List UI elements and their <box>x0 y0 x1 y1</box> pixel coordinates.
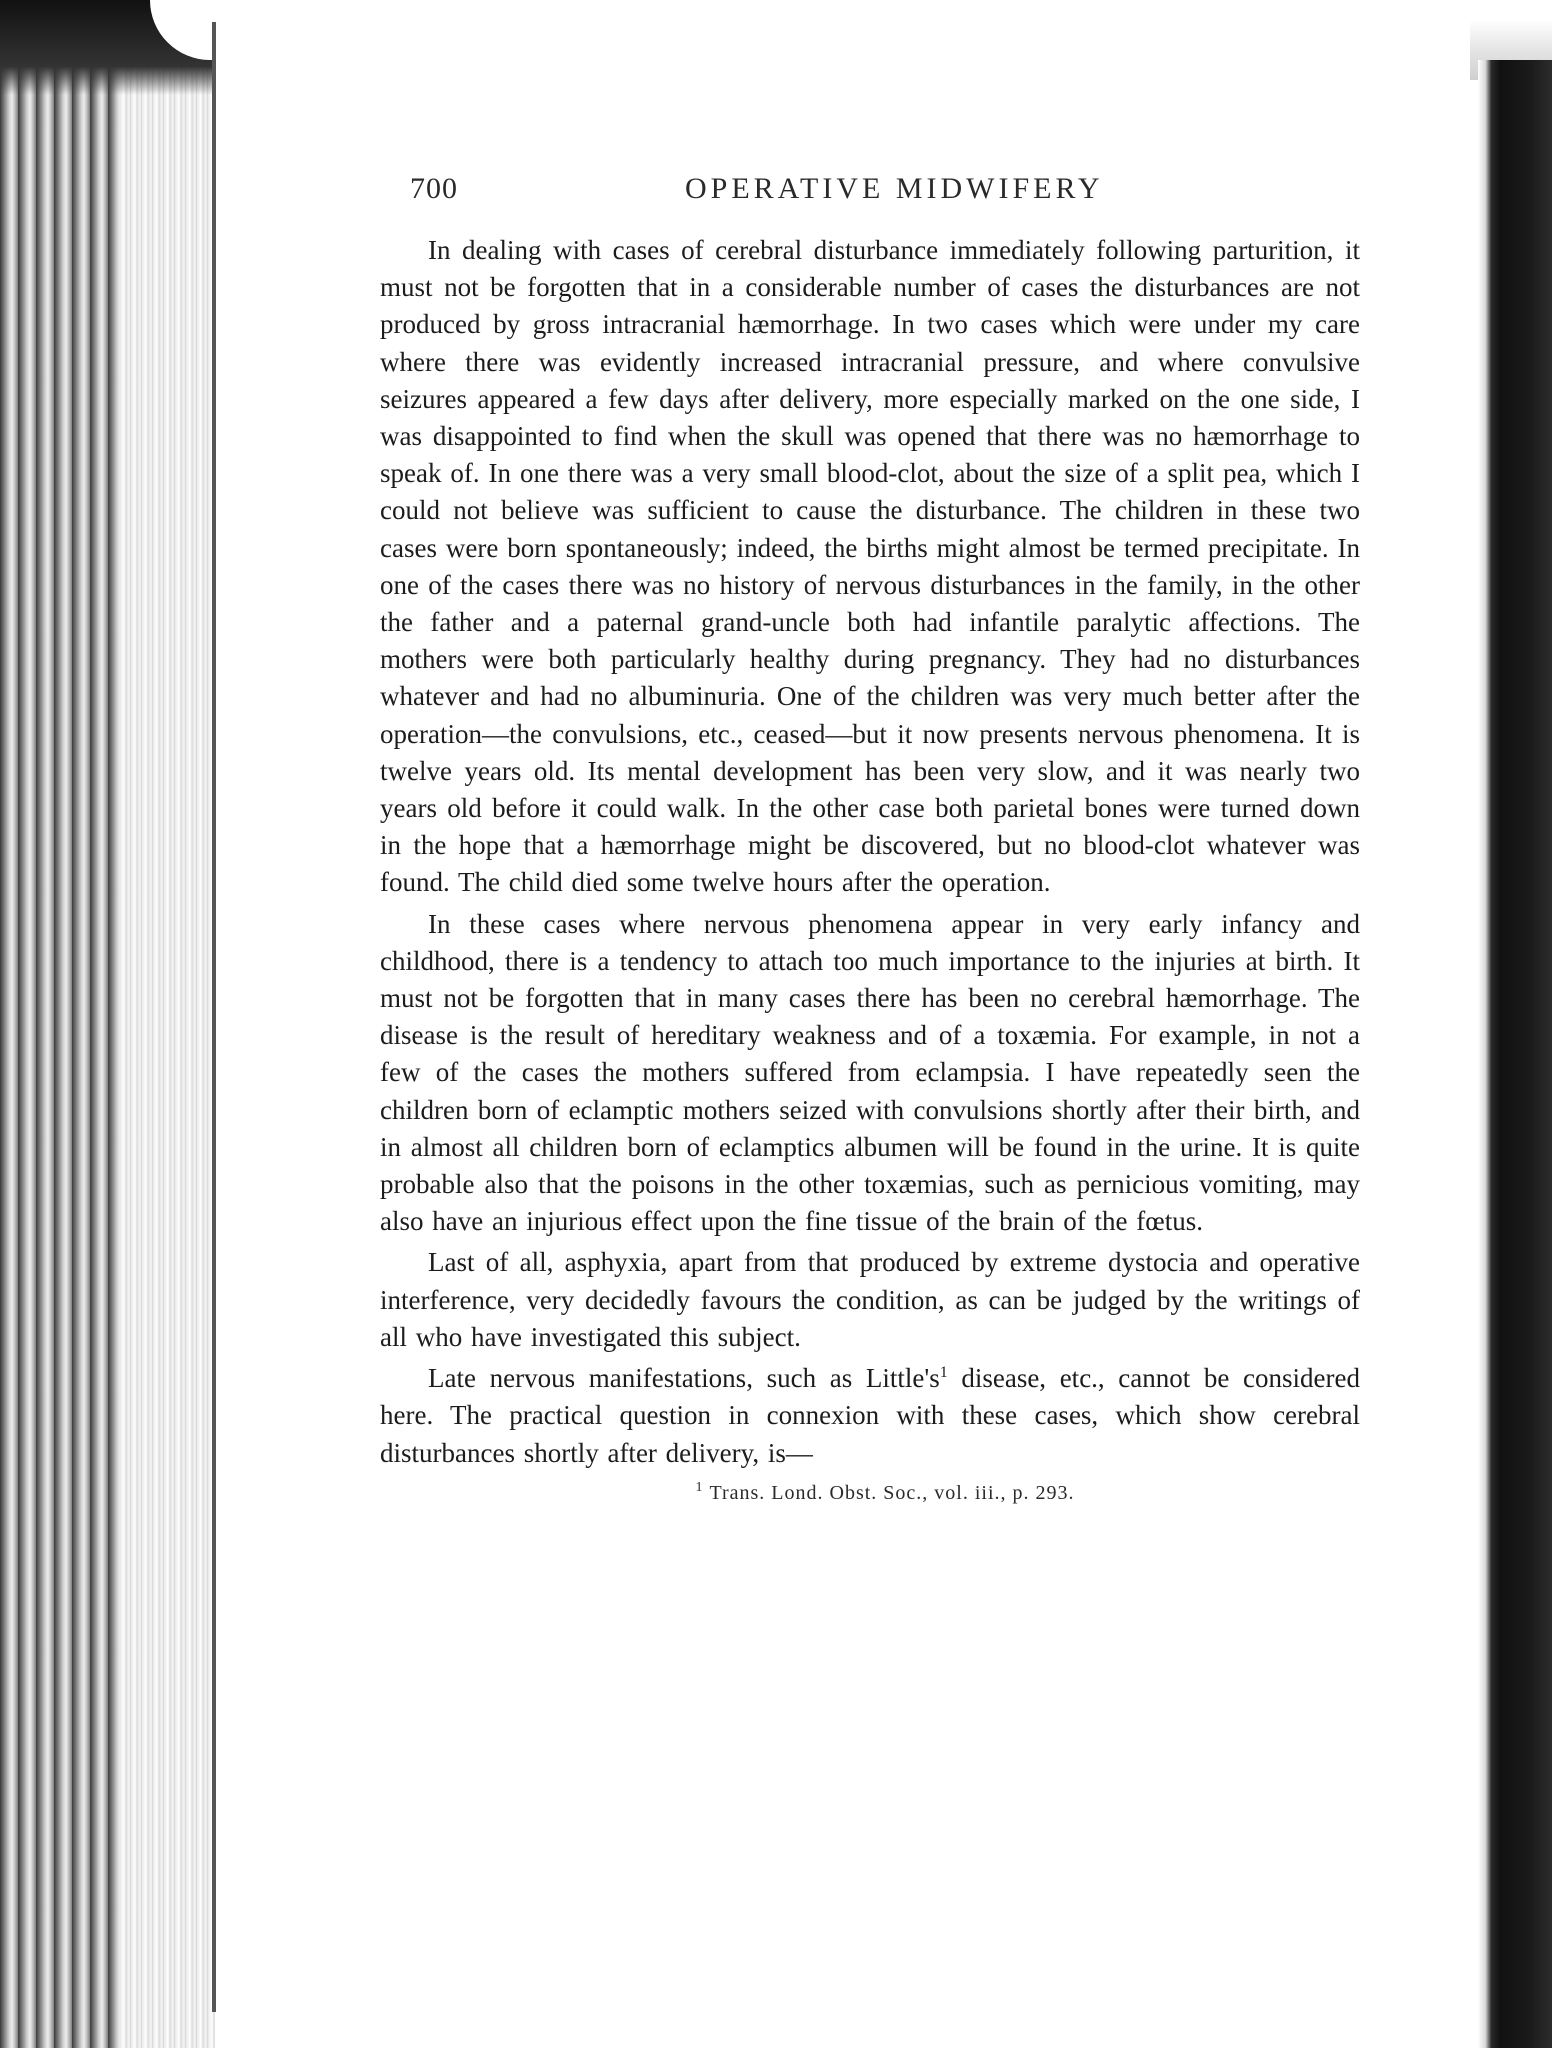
running-title: OPERATIVE MIDWIFERY <box>685 172 1104 205</box>
paragraph-1: In dealing with cases of cerebral disturbance immediately following parturition, it must not be forgotten that in a considerable number of cases the disturbances are not produced by gross intracranial hæmorrhage. In two cases which were under my care where there was evidently increased intracranial pressure, and where convulsive seizures appeared a few days after delivery, more especially marked on the one side, I was disappointed to find when the skull was opened that there was no hæmorrhage to speak of. In one there was a very small blood-clot, about the size of a split pea, which I could not believe was sufficient to cause the disturbance. The children in these two cases were born spontaneously; indeed, the births might almost be termed precipitate. In one of the cases there was no history of nervous disturbances in the family, in the other the father and a paternal grand-uncle both had infantile paralytic affections. The mothers were both particularly healthy during pregnancy. They had no disturbances whatever and had no albuminuria. One of the children was very much better after the operation—the convulsions, etc., ceased—but it now presents nervous phenomena. It is twelve years old. Its mental development has been very slow, and it was nearly two years old before it could walk. In the other case both parietal bones were turned down in the hope that a hæmorrhage might be discovered, but no blood-clot whatever was found. The child died some twelve hours after the operation. <box>380 235 1360 898</box>
facing-page-edge-right <box>1478 60 1552 2048</box>
footnote-text: Trans. Lond. Obst. Soc., vol. iii., p. 293. <box>709 1481 1075 1504</box>
footnote-mark: 1 <box>695 1480 704 1496</box>
book-page <box>380 160 1360 1505</box>
body-text <box>380 232 1360 1472</box>
footnote <box>380 1482 1360 1505</box>
paragraph-2: In these cases where nervous phenomena appear in very early infancy and childhood, there is a tendency to attach too much importance to the injuries at birth. It must not be forgotten that in many cases there has been no cerebral hæmorrhage. The disease is the result of hereditary weakness and of a toxæmia. For example, in not a few of the cases the mothers suffered from eclampsia. I have repeatedly seen the children born of eclamptic mothers seized with convulsions shortly after their birth, and in almost all children born of eclamptics albumen will be found in the urine. It is quite probable also that the poisons in the other toxæmias, such as pernicious vomiting, may also have an injurious effect upon the fine tissue of the brain of the fœtus. <box>380 908 1360 1237</box>
page-number: 700 <box>410 172 458 205</box>
book-page-edges-left-light <box>120 0 215 2048</box>
footnote-reference: 1 <box>939 1364 948 1382</box>
page-header <box>380 160 1360 220</box>
paragraph-4-text-end: disease, etc., cannot be considered here. The practical question in connexion with these cases, which show cerebral disturbances shortly after delivery, is— <box>380 1363 1360 1468</box>
page-left-border <box>212 22 216 2012</box>
paragraph-4 <box>380 1360 1360 1472</box>
paragraph-4-text-start: Late nervous manifestations, such as Little's <box>428 1363 940 1394</box>
paragraph-3: Last of all, asphyxia, apart from that produced by extreme dystocia and operative interference, very decidedly favours the condition, as can be judged by the writings of all who have investigated this subject. <box>380 1247 1360 1352</box>
